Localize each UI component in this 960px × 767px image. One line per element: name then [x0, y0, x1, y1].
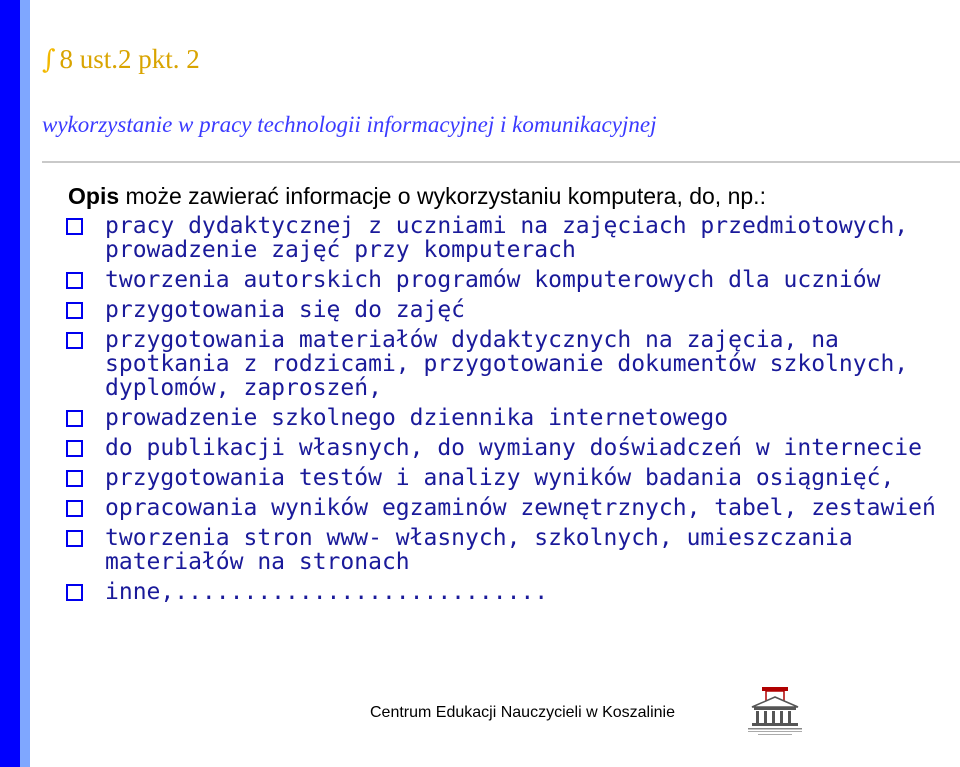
bullet-list	[66, 214, 960, 610]
square-bullet-icon	[66, 584, 83, 601]
sidebar-stripe-dark	[0, 0, 20, 767]
square-bullet-icon	[66, 272, 83, 289]
square-bullet-icon	[66, 500, 83, 517]
institution-logo	[744, 685, 806, 737]
square-bullet-icon	[66, 302, 83, 319]
square-bullet-icon	[66, 440, 83, 457]
list-item: przygotowania się do zajęć	[66, 298, 960, 322]
footer-institution: Centrum Edukacji Nauczycieli w Koszalinie	[370, 704, 676, 721]
intro-bold: Opis	[68, 183, 120, 209]
list-item: prowadzenie szkolnego dziennika internetowego	[66, 406, 960, 430]
square-bullet-icon	[66, 218, 83, 235]
list-item: do publikacji własnych, do wymiany doświadczeń w internecie	[66, 436, 960, 460]
divider	[42, 161, 960, 163]
list-item: tworzenia autorskich programów komputerowych dla uczniów	[66, 268, 960, 292]
list-item: przygotowania testów i analizy wyników badania osiągnięć,	[66, 466, 960, 490]
list-item: przygotowania materiałów dydaktycznych na zajęcia, na spotkania z rodzicami, przygotowanie dokumentów szkolnych, dyplomów, zaproszeń,	[66, 328, 960, 400]
square-bullet-icon	[66, 410, 83, 427]
list-item: tworzenia stron www- własnych, szkolnych, umieszczania materiałów na stronach	[66, 526, 960, 574]
sidebar-stripe-light	[20, 0, 30, 767]
list-item: inne,...........................	[66, 580, 960, 604]
square-bullet-icon	[66, 470, 83, 487]
slide-subtitle: wykorzystanie w pracy technologii informacyjnej i komunikacyjnej	[42, 112, 657, 137]
list-item: opracowania wyników egzaminów zewnętrznych, tabel, zestawień	[66, 496, 960, 520]
slide-title: 8 ust.2 pkt. 2	[59, 44, 200, 74]
square-bullet-icon	[66, 332, 83, 349]
list-item: pracy dydaktycznej z uczniami na zajęciach przedmiotowych, prowadzenie zajęć przy komputerach	[66, 214, 960, 262]
wave-bullet-icon: ∫	[42, 44, 56, 75]
slide-heading	[42, 44, 200, 75]
intro-text	[68, 183, 766, 210]
square-bullet-icon	[66, 530, 83, 547]
intro-rest: może zawierać informacje o wykorzystaniu komputera, do, np.:	[119, 183, 766, 209]
